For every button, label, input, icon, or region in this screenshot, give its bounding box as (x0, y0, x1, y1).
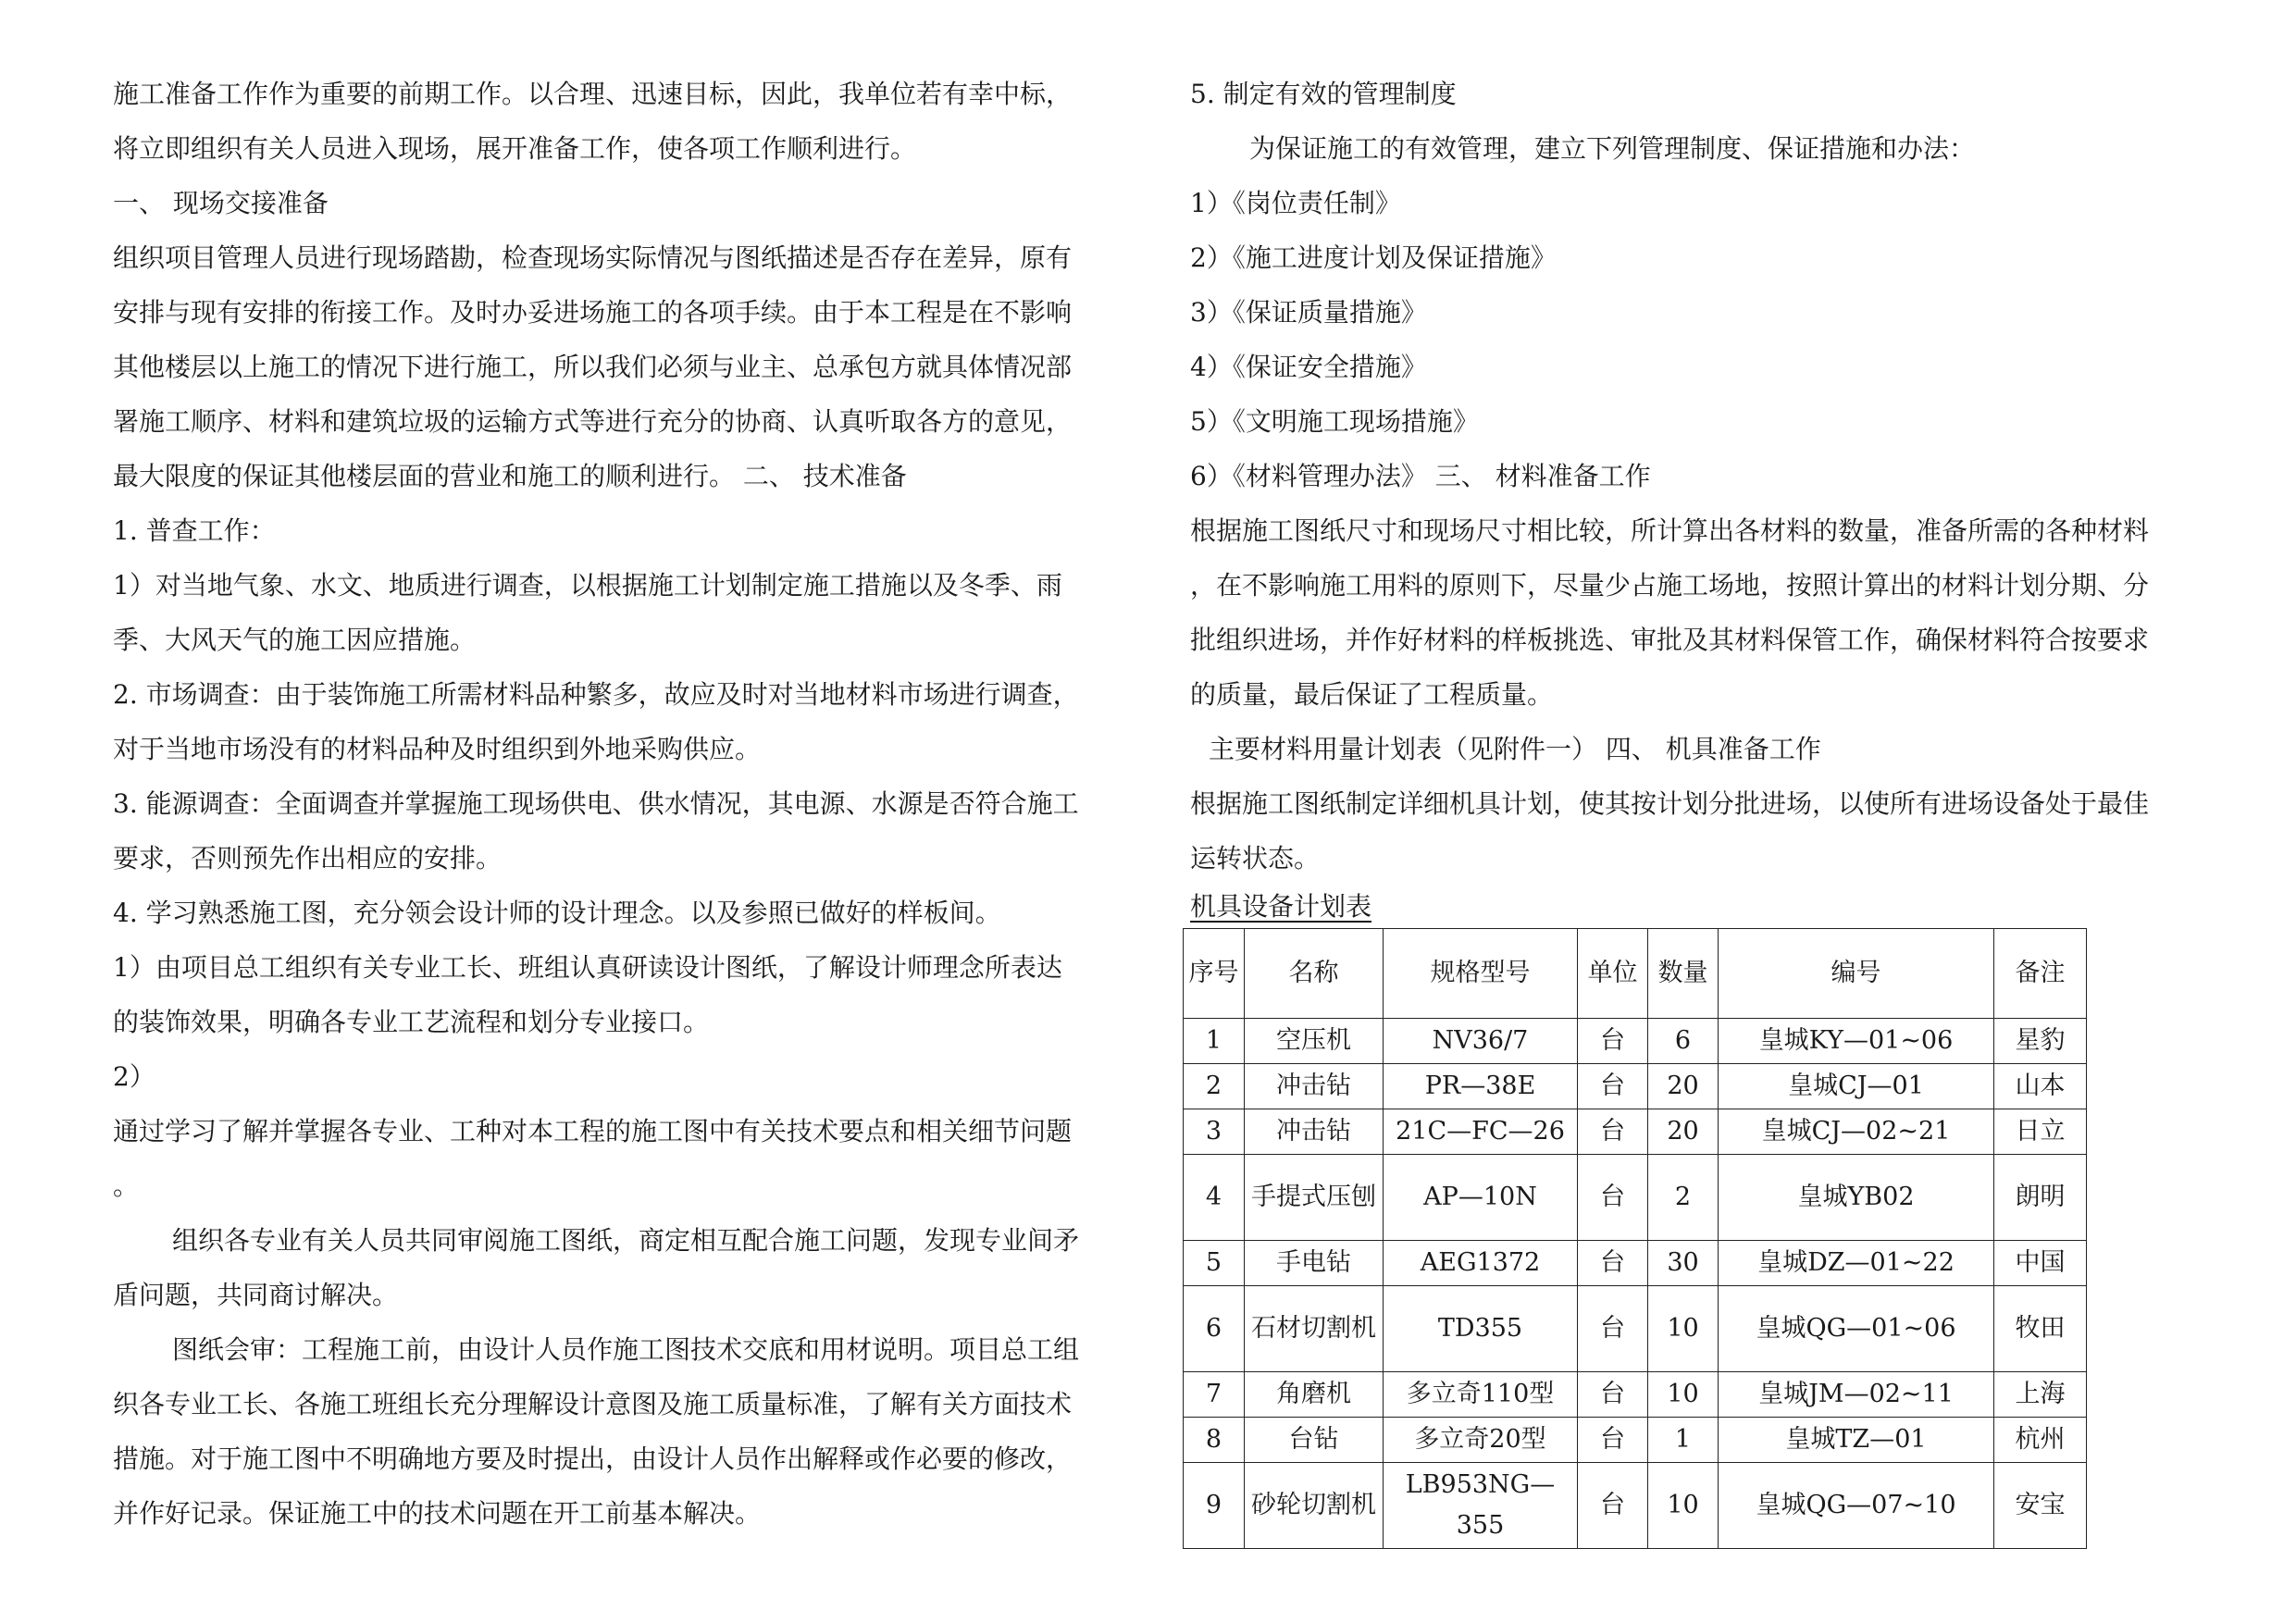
paragraph-line: 。 (113, 1171, 140, 1201)
paragraph-line: 3. 能源调查：全面调查并掌握施工现场供电、供水情况，其电源、水源是否符合施工 (113, 788, 1079, 819)
table-cell: 手提式压刨 (1245, 1155, 1384, 1241)
list-item: 1）《岗位责任制》 (1190, 188, 1401, 218)
table-cell: 3 (1184, 1109, 1245, 1155)
table-cell: 台钻 (1245, 1418, 1384, 1463)
table-cell: 皇城QG—01~06 (1719, 1286, 1994, 1372)
paragraph-line: 主要材料用量计划表（见附件一） 四、 机具准备工作 (1209, 734, 1821, 764)
paragraph-line: 对于当地市场没有的材料品种及时组织到外地采购供应。 (113, 734, 762, 764)
table-cell: 台 (1578, 1064, 1648, 1109)
paragraph-line: 4. 学习熟悉施工图，充分领会设计师的设计理念。以及参照已做好的样板间。 (113, 898, 1001, 928)
header-cell: 名称 (1245, 929, 1384, 1019)
header-cell: 规格型号 (1384, 929, 1578, 1019)
table-row (1184, 1064, 2087, 1109)
table-cell: 皇城YB02 (1719, 1155, 1994, 1241)
paragraph-line: 要求，否则预先作出相应的安排。 (113, 843, 503, 873)
table-cell: 角磨机 (1245, 1372, 1384, 1418)
table-cell: AEG1372 (1384, 1241, 1578, 1286)
paragraph-line: 2） (113, 1061, 155, 1092)
paragraph-line: 季、大风天气的施工因应措施。 (113, 625, 477, 655)
paragraph-line: 根据施工图纸尺寸和现场尺寸相比较，所计算出各材料的数量，准备所需的各种材料 (1190, 515, 2150, 546)
table-cell: 皇城CJ—02~21 (1719, 1109, 1994, 1155)
paragraph-line: 最大限度的保证其他楼层面的营业和施工的顺利进行。 二、 技术准备 (113, 461, 907, 491)
table-cell: 皇城CJ—01 (1719, 1064, 1994, 1109)
table-cell: 牧田 (1994, 1286, 2087, 1372)
table-cell: 8 (1184, 1418, 1245, 1463)
list-item: 6）《材料管理办法》 三、 材料准备工作 (1190, 461, 1651, 491)
table-cell: NV36/7 (1384, 1019, 1578, 1064)
table-cell: 7 (1184, 1372, 1245, 1418)
paragraph-line: 将立即组织有关人员进入现场，展开准备工作，使各项工作顺利进行。 (113, 133, 917, 164)
table-header-row (1184, 929, 2087, 1019)
paragraph-line: 组织各专业有关人员共同审阅施工图纸，商定相互配合施工问题，发现专业间矛 (172, 1225, 1080, 1256)
table-cell: TD355 (1384, 1286, 1578, 1372)
table-cell: 30 (1648, 1241, 1719, 1286)
paragraph-line: 1. 普查工作： (113, 515, 276, 546)
table-cell: 台 (1578, 1372, 1648, 1418)
table-row (1184, 1241, 2087, 1286)
header-cell: 数量 (1648, 929, 1719, 1019)
table-cell: 皇城DZ—01~22 (1719, 1241, 1994, 1286)
table-cell: 皇城TZ—01 (1719, 1418, 1994, 1463)
table-cell: 6 (1648, 1019, 1719, 1064)
table-cell: LB953NG—355 (1384, 1463, 1578, 1549)
table-cell: 台 (1578, 1155, 1648, 1241)
paragraph-line: 并作好记录。保证施工中的技术问题在开工前基本解决。 (113, 1498, 762, 1529)
table-cell: 皇城KY—01~06 (1719, 1019, 1994, 1064)
table-cell: 21C—FC—26 (1384, 1109, 1578, 1155)
table-cell: 20 (1648, 1109, 1719, 1155)
right-column (1190, 67, 2208, 1549)
table-cell: 手电钻 (1245, 1241, 1384, 1286)
table-cell: 9 (1184, 1463, 1245, 1549)
paragraph-line: 图纸会审：工程施工前，由设计人员作施工图技术交底和用材说明。项目总工组 (172, 1334, 1080, 1365)
table-row (1184, 1418, 2087, 1463)
table-cell: 皇城QG—07~10 (1719, 1463, 1994, 1549)
table-row (1184, 1109, 2087, 1155)
left-column (113, 67, 1122, 1541)
table-cell: 杭州 (1994, 1418, 2087, 1463)
header-cell: 编号 (1719, 929, 1994, 1019)
paragraph-line: 其他楼层以上施工的情况下进行施工，所以我们必须与业主、总承包方就具体情况部 (113, 352, 1073, 382)
table-row (1184, 1372, 2087, 1418)
paragraph-line: 1）对当地气象、水文、地质进行调查，以根据施工计划制定施工措施以及冬季、雨 (113, 570, 1062, 601)
paragraph-line: 运转状态。 (1190, 843, 1321, 873)
paragraph-line: 批组织进场，并作好材料的样板挑选、审批及其材料保管工作，确保材料符合按要求 (1190, 625, 2150, 655)
paragraph-line: 通过学习了解并掌握各专业、工种对本工程的施工图中有关技术要点和相关细节问题 (113, 1116, 1073, 1146)
paragraph-line: 施工准备工作作为重要的前期工作。以合理、迅速目标，因此，我单位若有幸中标， (113, 79, 1073, 109)
table-cell: 1 (1184, 1019, 1245, 1064)
table-row (1184, 1019, 2087, 1064)
paragraph-line: 1）由项目总工组织有关专业工长、班组认真研读设计图纸，了解设计师理念所表达 (113, 952, 1062, 983)
table-cell: 台 (1578, 1109, 1648, 1155)
table-cell: 台 (1578, 1463, 1648, 1549)
table-row (1184, 1155, 2087, 1241)
table-cell: 山本 (1994, 1064, 2087, 1109)
header-cell: 单位 (1578, 929, 1648, 1019)
table-cell: 安宝 (1994, 1463, 2087, 1549)
table-cell: 10 (1648, 1286, 1719, 1372)
table-cell: PR—38E (1384, 1064, 1578, 1109)
table-cell: 台 (1578, 1418, 1648, 1463)
table-cell: 5 (1184, 1241, 1245, 1286)
table-cell: 上海 (1994, 1372, 2087, 1418)
section-heading: 5. 制定有效的管理制度 (1190, 79, 1457, 109)
table-title: 机具设备计划表 (1190, 891, 1372, 922)
list-item: 2）《施工进度计划及保证措施》 (1190, 242, 1557, 273)
table-cell: 空压机 (1245, 1019, 1384, 1064)
table-cell: AP—10N (1384, 1155, 1578, 1241)
paragraph-line: 盾问题，共同商讨解决。 (113, 1280, 399, 1310)
header-cell: 备注 (1994, 929, 2087, 1019)
section-heading: 一、 现场交接准备 (113, 188, 329, 218)
table-cell: 台 (1578, 1241, 1648, 1286)
table-cell: 台 (1578, 1019, 1648, 1064)
list-item: 4）《保证安全措施》 (1190, 352, 1427, 382)
table-cell: 6 (1184, 1286, 1245, 1372)
header-cell: 序号 (1184, 929, 1245, 1019)
table-cell: 砂轮切割机 (1245, 1463, 1384, 1549)
paragraph-line: 署施工顺序、材料和建筑垃圾的运输方式等进行充分的协商、认真听取各方的意见， (113, 406, 1073, 437)
paragraph-line: 为保证施工的有效管理，建立下列管理制度、保证措施和办法： (1249, 133, 1976, 164)
paragraph-line: 根据施工图纸制定详细机具计划，使其按计划分批进场，以使所有进场设备处于最佳 (1190, 788, 2150, 819)
table-cell: 皇城JM—02~11 (1719, 1372, 1994, 1418)
list-item: 3）《保证质量措施》 (1190, 297, 1427, 328)
list-item: 5）《文明施工现场措施》 (1190, 406, 1479, 437)
table-cell: 台 (1578, 1286, 1648, 1372)
paragraph-line: 的装饰效果，明确各专业工艺流程和划分专业接口。 (113, 1007, 710, 1037)
table-cell: 2 (1648, 1155, 1719, 1241)
paragraph-line: 安排与现有安排的衔接工作。及时办妥进场施工的各项手续。由于本工程是在不影响 (113, 297, 1073, 328)
table-cell: 朗明 (1994, 1155, 2087, 1241)
table-cell: 多立奇110型 (1384, 1372, 1578, 1418)
equipment-table (1183, 928, 2087, 1549)
paragraph-line: ，在不影响施工用料的原则下，尽量少占施工场地，按照计算出的材料计划分期、分 (1190, 570, 2150, 601)
paragraph-line: 织各专业工长、各施工班组长充分理解设计意图及施工质量标准，了解有关方面技术 (113, 1389, 1073, 1419)
table-cell: 20 (1648, 1064, 1719, 1109)
table-cell: 多立奇20型 (1384, 1418, 1578, 1463)
paragraph-line: 的质量，最后保证了工程质量。 (1190, 679, 1554, 710)
table-cell: 石材切割机 (1245, 1286, 1384, 1372)
paragraph-line: 2. 市场调查：由于装饰施工所需材料品种繁多，故应及时对当地材料市场进行调查， (113, 679, 1079, 710)
table-cell: 10 (1648, 1463, 1719, 1549)
table-cell: 2 (1184, 1064, 1245, 1109)
table-cell: 日立 (1994, 1109, 2087, 1155)
table-cell: 4 (1184, 1155, 1245, 1241)
paragraph-line: 组织项目管理人员进行现场踏勘，检查现场实际情况与图纸描述是否存在差异，原有 (113, 242, 1073, 273)
table-cell: 冲击钻 (1245, 1064, 1384, 1109)
paragraph-line: 措施。对于施工图中不明确地方要及时提出，由设计人员作出解释或作必要的修改， (113, 1443, 1073, 1474)
table-row (1184, 1463, 2087, 1549)
table-cell: 冲击钻 (1245, 1109, 1384, 1155)
table-cell: 1 (1648, 1418, 1719, 1463)
table-cell: 星豹 (1994, 1019, 2087, 1064)
table-cell: 10 (1648, 1372, 1719, 1418)
table-cell: 中国 (1994, 1241, 2087, 1286)
table-row (1184, 1286, 2087, 1372)
